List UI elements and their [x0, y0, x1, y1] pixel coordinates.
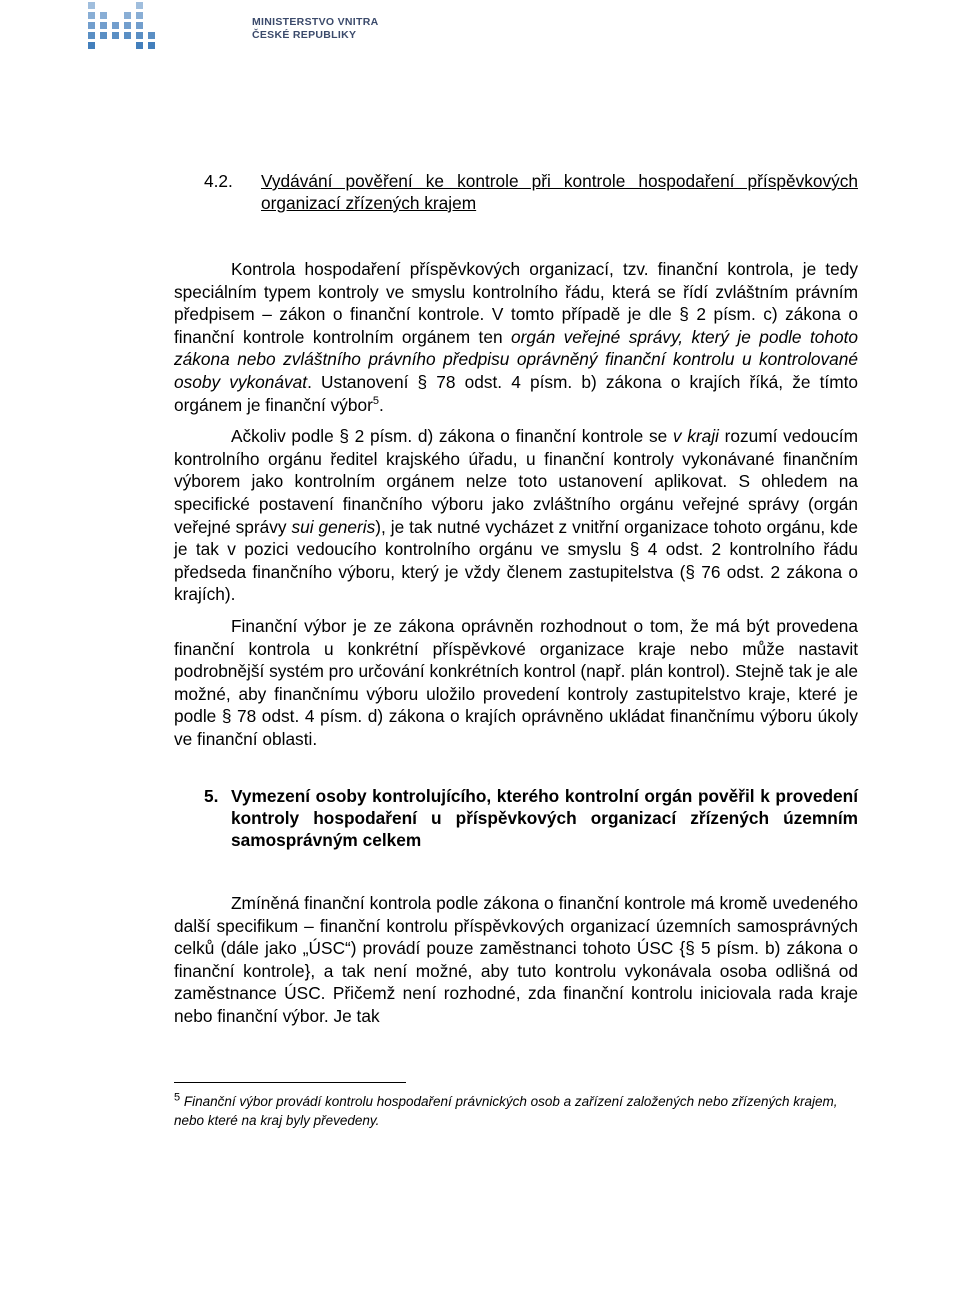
footnote-number: 5 [174, 1091, 181, 1104]
section-number: 5. [204, 786, 219, 806]
body-text-2 [174, 892, 858, 1028]
p2-text-a: Ačkoliv podle § 2 písm. d) zákona o finanční kontrole se [231, 426, 673, 447]
logo-line1: MINISTERSTVO VNITRA [252, 16, 379, 28]
footnote-ref: 5 [372, 394, 379, 407]
footnote-separator [174, 1082, 406, 1083]
ministry-logo [84, 0, 384, 60]
p1-text-italic: orgán veřejné správy, který je podle tohoto zákona nebo zvláštního právního předpisu oprávněný finanční kontrolu u kontrolované osoby vykonávat [174, 326, 858, 392]
footnote [174, 1092, 858, 1130]
section-title: Vydávání pověření ke kontrole při kontrole hospodaření příspěvkových organizací zřízených krajem [261, 171, 858, 213]
paragraph-4: Zmíněná finanční kontrola podle zákona o finanční kontrole má kromě uvedeného další specifikum – finanční kontrolu příspěvkových organizací územních samosprávných celků (dále jako „ÚSC“) provádí pouze zaměstnanci tohoto ÚSC {§ 5 písm. b) zákona o finanční kontrole}, a tak není možné, aby tuto kontrolu vykonávala osoba odlišná od zaměstnance ÚSC. Přičemž není rozhodné, zda finanční kontrolu iniciovala rada kraje nebo finanční výbor. Je tak [174, 893, 858, 1026]
paragraph-3: Finanční výbor je ze zákona oprávněn rozhodnout o tom, že má být provedena finanční kontrola u konkrétní příspěvkové organizace kraje nebo může nastavit podrobnější systém pro určování konkrétních kontrol (např. plán kontrol). Stejně tak je ale možné, aby finančnímu výboru uložilo provedení kontroly zastupitelstvo kraje, které je podle § 78 odst. 4 písm. d) zákona o krajích oprávněno ukládat finančnímu výboru úkoly ve finanční oblasti. [174, 615, 858, 749]
paragraph-2 [174, 425, 858, 606]
footnote-text: Finanční výbor provádí kontrolu hospodaření právnických osob a zařízení založených nebo zřízených krajem, nebo které na kraj byly převedeny. [174, 1094, 838, 1128]
body-text-1 [174, 258, 858, 750]
logo-dot-grid-icon [84, 0, 168, 56]
p2-text-c: rozumí vedoucím kontrolního orgánu ředitel krajského úřadu, u finanční kontroly vykonávané finančním výborem jako kontrolním orgánem nelze toto ustanovení aplikovat. S ohledem na specifické postavení finančního výboru jako zvláštního orgánu veřejné správy (orgán veřejné správy [174, 426, 858, 537]
section-number: 4.2. [204, 171, 233, 191]
section-title: Vymezení osoby kontrolujícího, kterého kontrolní orgán pověřil k provedení kontroly hospodaření u příspěvkových organizací zřízených územním samosprávným celkem [231, 786, 858, 850]
p2-text-e: ), je tak nutné vycházet z vnitřní organizace tohoto orgánu, kde je tak v pozici vedoucího kontrolního orgánu ve smyslu § 4 odst. 2 kontrolního řádu předseda finančního výboru, který je vždy členem zastupitelstva (§ 76 odst. 2 zákona o krajích). [174, 516, 858, 605]
p2-text-italic-1: v kraji [672, 426, 719, 447]
section-5-heading [204, 785, 858, 851]
p2-text-italic-2: sui generis [291, 516, 376, 537]
logo-line2: ČESKÉ REPUBLIKY [252, 29, 357, 41]
section-4-2-heading [204, 170, 858, 214]
p1-text-a: Kontrola hospodaření příspěvkových organizací, tzv. finanční kontrola, je tedy speciálním typem kontroly ve smyslu kontrolního řádu, která se řídí zvláštním právním předpisem – zákon o finanční kontrole. V tomto případě je dle § 2 písm. c) zákona o finanční kontrole kontrolním orgánem ten [174, 259, 858, 347]
paragraph-1 [174, 258, 858, 416]
p1-text-c: . Ustanovení § 78 odst. 4 písm. b) zákona o krajích říká, že tímto orgánem je finanční výbor [174, 371, 858, 415]
logo-text [252, 16, 378, 42]
p1-text-d: . [378, 394, 384, 415]
